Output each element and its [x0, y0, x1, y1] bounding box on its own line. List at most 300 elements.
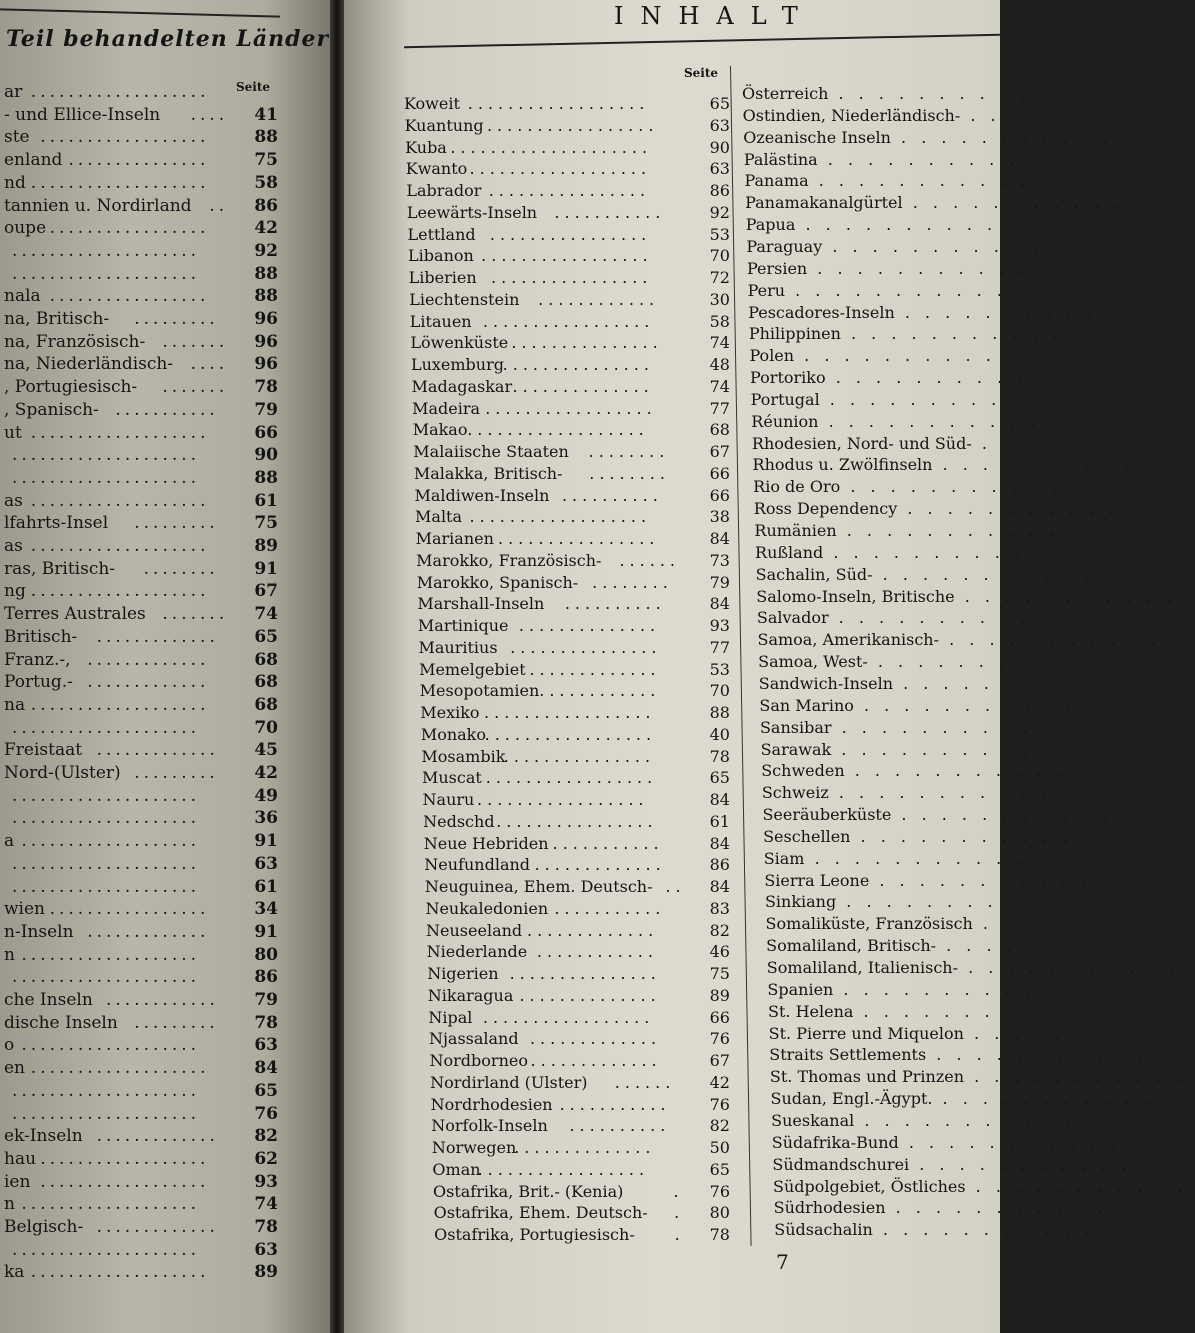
left-index-entry [0, 1104, 290, 1126]
entry-label: St. Pierre und Miquelon [768, 1023, 964, 1043]
leader-dots: . . . . . . . . . . . [825, 368, 1048, 388]
entry-label: Rhodesien, Nord- und Süd- [751, 433, 972, 453]
index-entry [743, 149, 1040, 172]
index-entry [430, 1073, 760, 1095]
entry-page-number: 86 [709, 855, 730, 875]
index-entry [408, 246, 738, 268]
index-entry [410, 333, 740, 355]
entry-label: Südpolgebiet, Östliches [773, 1176, 966, 1196]
entry-page-number: 53 [709, 659, 730, 679]
entry-page-number: 78 [709, 1225, 730, 1244]
entry-page-number: 88 [254, 467, 278, 488]
entry-page-number: 82 [709, 1116, 730, 1136]
entry-label: Rio de Oro [753, 477, 841, 497]
index-entry [745, 193, 1125, 215]
entry-page-number: 86 [709, 181, 730, 200]
leader-dots: ................... [30, 490, 210, 511]
index-entry [753, 477, 1063, 499]
index-entry [405, 138, 735, 160]
leader-dots: . . . . . . . . . . . [954, 586, 1177, 606]
index-entry [424, 834, 754, 856]
entry-page-number: 49 [254, 785, 278, 806]
index-entry [432, 1138, 762, 1160]
leader-dots: . . . . . . . . . . . [795, 215, 1018, 235]
entry-label: en [4, 1058, 26, 1079]
leader-dots: . . . . . . . . . . . [823, 542, 1046, 562]
leader-dots: . . . . . . . . . . . [840, 324, 1063, 344]
leader-dots: ............. [534, 855, 666, 875]
entry-page-number: 30 [709, 289, 730, 309]
entry-page-number: 65 [254, 1080, 278, 1101]
entry-label: Sierra Leone [764, 870, 870, 890]
index-entry [424, 855, 754, 877]
index-entry [769, 1045, 1149, 1067]
leader-dots: ................... [30, 172, 210, 193]
entry-page-number: 89 [254, 1262, 278, 1283]
entry-page-number: 91 [254, 921, 278, 942]
left-index-entry [0, 877, 290, 899]
index-entry [744, 171, 1031, 193]
leader-dots: ................. [482, 1007, 655, 1027]
left-index-entry [0, 763, 290, 785]
entry-page-number: 76 [709, 1181, 730, 1201]
left-index-entry [0, 854, 290, 876]
leader-dots: . . . . . . . . . . . [893, 673, 1115, 693]
leader-dots: ................... [30, 82, 210, 102]
entry-page-number: 88 [254, 286, 278, 307]
entry-label: Polen [749, 346, 795, 366]
entry-label: Papua [745, 215, 796, 235]
index-entry [412, 377, 742, 399]
entry-label: Siam [763, 848, 805, 868]
left-seite-label: Seite [236, 80, 271, 94]
index-entry [742, 84, 1051, 106]
left-index-entry [0, 695, 290, 717]
entry-page-number: 86 [254, 967, 278, 988]
leader-dots: ............. [96, 740, 219, 761]
left-index-entry [0, 718, 290, 740]
entry-label: Libanon [408, 246, 474, 266]
entry-label: Palästina [743, 149, 818, 169]
leader-dots: ................. [484, 724, 657, 744]
entry-label: Seeräuberküste [762, 805, 892, 825]
entry-label: Südrhodesien [773, 1198, 886, 1218]
entry-label: Persien [746, 258, 808, 278]
entry-label: Portugal [750, 389, 820, 409]
entry-label: tannien u. Nordirland [4, 195, 192, 216]
leader-dots: .............. [519, 985, 661, 1005]
entry-page-number: 36 [254, 808, 278, 829]
leader-dots: ................... [30, 581, 210, 602]
entry-label: Martinique [417, 616, 509, 635]
entry-page-number: 84 [254, 1058, 278, 1079]
index-entry [412, 399, 742, 421]
entry-label: Nauru [422, 790, 475, 809]
left-index-entry [0, 377, 290, 399]
entry-label: Mosambik [421, 746, 506, 766]
leader-dots: . . . . . . . . . . . [836, 521, 1059, 540]
index-entry [748, 324, 1063, 346]
entry-label: Luxemburg [410, 355, 504, 374]
index-entry [421, 725, 751, 747]
entry-label: Njassaland [428, 1029, 519, 1049]
entry-label: n-Inseln [4, 921, 74, 942]
index-entry [409, 268, 739, 290]
leader-dots: . [673, 1181, 684, 1201]
entry-label: Straits Settlements [769, 1045, 927, 1065]
leader-dots: . . . . . . . . . . . [844, 761, 1067, 781]
index-entry [745, 215, 1018, 237]
index-entry [413, 420, 743, 442]
index-entry [763, 826, 1073, 849]
entry-label: Maldiwen-Inseln [414, 485, 550, 505]
entry-page-number: 78 [709, 746, 730, 766]
left-index-entry [0, 82, 290, 104]
index-entry [427, 942, 757, 964]
entry-label: Labrador [406, 181, 482, 200]
index-entry [746, 236, 1045, 259]
entry-label: - und Ellice-Inseln [4, 104, 161, 125]
entry-label: Marokko, Spanisch- [416, 572, 579, 592]
leader-dots: ................... [30, 1262, 210, 1283]
entry-label: ras, Britisch- [4, 558, 116, 579]
index-entry [764, 870, 1092, 893]
index-entry [749, 346, 1016, 368]
leader-dots: ............. [96, 626, 219, 647]
left-index-entry [0, 536, 290, 558]
entry-label: Terres Australes [4, 604, 146, 625]
page-number: 7 [776, 1250, 789, 1274]
index-entry [751, 433, 1194, 456]
leader-dots: ................... [21, 1035, 201, 1056]
entry-label: Ostafrika, Brit.- (Kenia) [433, 1181, 624, 1201]
entry-label: Madagaskar [411, 376, 513, 396]
entry-label: oupe [4, 218, 47, 239]
index-entry [416, 529, 746, 551]
index-entry [750, 389, 1042, 412]
entry-label: Somaliland, Italienisch- [766, 958, 959, 977]
entry-page-number: 79 [709, 572, 730, 592]
entry-label: Madeira [412, 398, 481, 418]
entry-page-number: 65 [254, 626, 278, 647]
leader-dots: . . . . . . . . . . . [872, 564, 1095, 584]
entry-label: Schweiz [761, 783, 829, 803]
entry-label: ar [4, 82, 23, 102]
entry-label: Nigerien [427, 964, 499, 983]
index-entry [747, 280, 1007, 303]
entry-page-number: 62 [254, 1148, 278, 1169]
entry-label: Sachalin, Süd- [755, 564, 873, 584]
entry-label: San Marino [759, 695, 854, 715]
entry-page-number: 90 [254, 445, 278, 466]
index-entry [432, 1160, 762, 1182]
leader-dots: . . . . . . . . . . . [818, 411, 1041, 431]
leader-dots: . . . . . . . . . . . [854, 1110, 1077, 1130]
entry-page-number: 66 [709, 463, 730, 483]
index-entry [753, 499, 1120, 521]
index-entry [748, 302, 1117, 325]
leader-dots: .................... [12, 263, 201, 284]
left-index-entry [0, 1172, 290, 1194]
entry-page-number: 96 [254, 309, 278, 329]
entry-label: nala [4, 286, 41, 307]
leader-dots: ................... [30, 536, 210, 556]
entry-label: Freistaat [4, 740, 83, 761]
entry-page-number: 42 [254, 218, 278, 239]
entry-page-number: 91 [254, 831, 278, 852]
entry-label: Spanien [767, 979, 834, 999]
entry-label: Neuseeland [426, 920, 523, 940]
index-entry [427, 964, 757, 986]
entry-label: n [4, 1194, 15, 1215]
left-index-entry [0, 400, 290, 422]
entry-label: Marianen [415, 529, 494, 548]
entry-label: Somaliküste, Französisch [765, 914, 973, 934]
leader-dots: .. [665, 877, 686, 896]
entry-label: Sandwich-Inseln [758, 673, 893, 693]
index-entry [418, 616, 748, 638]
entry-label: Malakka, Britisch- [413, 463, 563, 483]
entry-label: n [4, 944, 15, 965]
leader-dots: ................... [30, 694, 210, 715]
leader-dots: ................. [486, 115, 659, 135]
entry-page-number: 45 [254, 740, 278, 761]
index-entry [429, 1029, 759, 1051]
entry-page-number: 84 [709, 790, 730, 809]
entry-label: Nordborneo [429, 1051, 528, 1070]
index-entry [768, 1023, 1186, 1046]
left-index-entry [0, 1126, 290, 1148]
leader-dots: . . . . . . . . . . . [867, 652, 1090, 672]
entry-page-number: 84 [709, 594, 730, 614]
leader-dots: .............. [512, 376, 654, 396]
leader-dots: ......... [134, 763, 219, 783]
entry-label: Salomo-Inseln, Britische [756, 586, 955, 606]
entry-label: Lettland [407, 224, 476, 244]
entry-page-number: 67 [254, 581, 278, 602]
leader-dots: ....... [162, 377, 229, 398]
index-entry [420, 681, 750, 703]
leader-dots: .................... [12, 1239, 201, 1260]
index-entry [755, 564, 1095, 587]
left-index-entry [0, 354, 290, 376]
leader-dots: .................. [467, 420, 649, 440]
index-entry [746, 258, 1030, 281]
entry-page-number: 46 [709, 942, 730, 962]
entry-page-number: 75 [254, 513, 278, 534]
entry-page-number: 72 [709, 268, 730, 287]
entry-label: Peru [747, 280, 786, 300]
index-entry [407, 203, 737, 225]
leader-dots: ............. [530, 1051, 662, 1070]
entry-label: Nikaragua [427, 985, 514, 1005]
entry-label: Sarawak [760, 739, 832, 759]
leader-dots: ................. [482, 311, 655, 331]
index-entry [431, 1095, 761, 1117]
entry-label: nd [4, 172, 26, 193]
index-entry [425, 877, 755, 899]
leader-dots: .......... [569, 1116, 671, 1136]
entry-label: Portoriko [750, 368, 826, 388]
entry-page-number: 89 [709, 985, 730, 1005]
index-entry [764, 892, 1059, 914]
leader-dots: . . . . . . . . . . . [831, 739, 1054, 759]
leader-dots: . . . . . . . . . . . [971, 433, 1194, 453]
leader-dots: . . . . . . . . . . . [831, 717, 1054, 737]
entry-page-number: 76 [709, 1094, 730, 1114]
entry-label: na [4, 694, 26, 715]
entry-page-number: 61 [254, 876, 278, 897]
leader-dots: . . . . . . . . . . . [828, 783, 1051, 803]
left-index-entry [0, 922, 290, 944]
leader-dots: . . . . . . . . . . . [909, 1154, 1132, 1174]
index-entry [759, 695, 1076, 718]
entry-label: Kwanto [405, 159, 468, 179]
entry-page-number: 79 [254, 399, 278, 420]
index-entry [756, 586, 1177, 609]
entry-label: as [4, 536, 23, 556]
left-index-entry [0, 945, 290, 967]
index-entry [755, 542, 1046, 565]
leader-dots: ............. [96, 1126, 219, 1147]
index-entry [407, 225, 737, 247]
leader-dots: ............ [106, 990, 219, 1010]
entry-page-number: 75 [254, 150, 278, 171]
leader-dots: . . . . . . . . . . . [972, 914, 1195, 934]
leader-dots: ................. [477, 1159, 650, 1179]
leader-dots: ............... [503, 746, 656, 766]
entry-label: ien [4, 1171, 31, 1192]
left-page [0, 0, 330, 1333]
leader-dots: ....... [162, 331, 229, 352]
entry-label: Portug.- [4, 672, 73, 693]
entry-page-number: 96 [254, 331, 278, 352]
entry-label: Norfolk-Inseln [431, 1116, 548, 1136]
left-index-entry [0, 627, 290, 649]
index-entry [761, 761, 1067, 783]
leader-dots: . . . . . . . . . . . [890, 127, 1113, 147]
entry-page-number: 74 [254, 1194, 278, 1215]
entry-label: Österreich [742, 84, 829, 103]
left-index-entry [0, 1035, 290, 1057]
leader-dots: . . . . . . . . . . . [964, 1067, 1186, 1087]
left-index-entry [0, 1262, 290, 1284]
entry-page-number: 63 [709, 159, 730, 179]
entry-page-number: 82 [709, 920, 730, 940]
entry-label: Sansibar [759, 717, 832, 737]
entry-page-number: 34 [254, 899, 278, 920]
index-entry [430, 1051, 760, 1073]
leader-dots: ............ [536, 942, 658, 962]
index-entry [431, 1116, 761, 1138]
entry-label: Réunion [751, 411, 819, 431]
leader-dots: .......... [561, 485, 663, 505]
leader-dots: . . . . . . . . . . . [804, 848, 1027, 868]
entry-page-number: 65 [709, 1159, 730, 1179]
leader-dots: . . . . . . . . . . . [926, 1045, 1149, 1065]
leader-dots: .................... [12, 467, 201, 488]
entry-label: enland [4, 150, 63, 171]
leader-dots: ................ [491, 268, 653, 287]
leader-dots: ........ [588, 442, 670, 461]
leader-dots: . . . . . . . . . . . [828, 608, 1051, 628]
entry-page-number: 78 [254, 1217, 278, 1237]
index-entry [772, 1154, 1132, 1177]
entry-page-number: 70 [254, 717, 278, 738]
entry-label: Samoa, West- [758, 652, 868, 672]
entry-page-number: 93 [709, 616, 730, 635]
index-entry [423, 790, 753, 812]
left-index-entry [0, 1081, 290, 1103]
leader-dots: . . . . . . . . . . . [808, 171, 1031, 191]
index-entry [414, 486, 744, 508]
index-entry [419, 660, 749, 682]
leader-dots: . . . . . . . . . . . [853, 695, 1076, 715]
leader-dots: . . . . . . . . . . . [936, 936, 1158, 956]
index-entry [771, 1110, 1077, 1133]
left-index-entry [0, 740, 290, 762]
index-entry [428, 986, 758, 1008]
leader-dots: .................... [12, 967, 201, 988]
entry-page-number: 74 [709, 376, 730, 396]
leader-dots: .................... [12, 717, 201, 738]
index-entry [409, 290, 739, 312]
entry-page-number: 84 [709, 877, 730, 896]
index-entry [759, 717, 1054, 740]
leader-dots: ......... [134, 513, 219, 534]
index-entry [406, 159, 736, 181]
entry-page-number: 63 [254, 1035, 278, 1056]
entry-label: as [4, 490, 23, 511]
entry-label: Kuantung [404, 115, 484, 135]
entry-page-number: 84 [709, 833, 730, 853]
leader-dots: .................. [40, 1148, 210, 1169]
leader-dots: . . . . . . . . . . . [853, 1001, 1076, 1021]
entry-page-number: 76 [709, 1029, 730, 1049]
entry-label: Marokko, Französisch- [416, 550, 602, 570]
entry-page-number: 53 [709, 224, 730, 244]
entry-label: Rhodus u. Zwölfinseln [752, 455, 933, 475]
entry-label: Belgisch- [4, 1217, 84, 1237]
right-page [344, 0, 1195, 1333]
entry-label: Kuba [405, 137, 447, 157]
index-entry [417, 594, 747, 616]
entry-page-number: 80 [709, 1203, 730, 1223]
entry-label: Ozeanische Inseln [743, 127, 891, 147]
leader-dots: ................. [481, 246, 653, 266]
entry-page-number: 88 [254, 127, 278, 148]
entry-page-number: 40 [709, 724, 730, 744]
index-entry [742, 105, 1183, 128]
entry-page-number: 66 [254, 422, 278, 443]
entry-label: Südsachalin [774, 1220, 873, 1240]
leader-dots: ............. [87, 649, 210, 670]
entry-page-number: 61 [254, 490, 278, 511]
entry-label: na, Französisch- [4, 331, 146, 352]
leader-dots: . . . . . . . . . . . [807, 258, 1030, 278]
leader-dots: . . . . . . . . . . . [932, 1089, 1155, 1109]
entry-page-number: 68 [709, 420, 730, 440]
entry-label: Ross Dependency [753, 499, 898, 519]
entry-page-number: 83 [709, 898, 730, 918]
entry-label: wien [4, 899, 45, 920]
index-entry [773, 1176, 1188, 1199]
entry-page-number: 42 [254, 763, 278, 783]
left-index-entry [0, 127, 290, 149]
index-entry [413, 442, 743, 464]
leader-dots: .................. [469, 507, 652, 527]
entry-label: Südafrika-Bund [771, 1132, 899, 1152]
